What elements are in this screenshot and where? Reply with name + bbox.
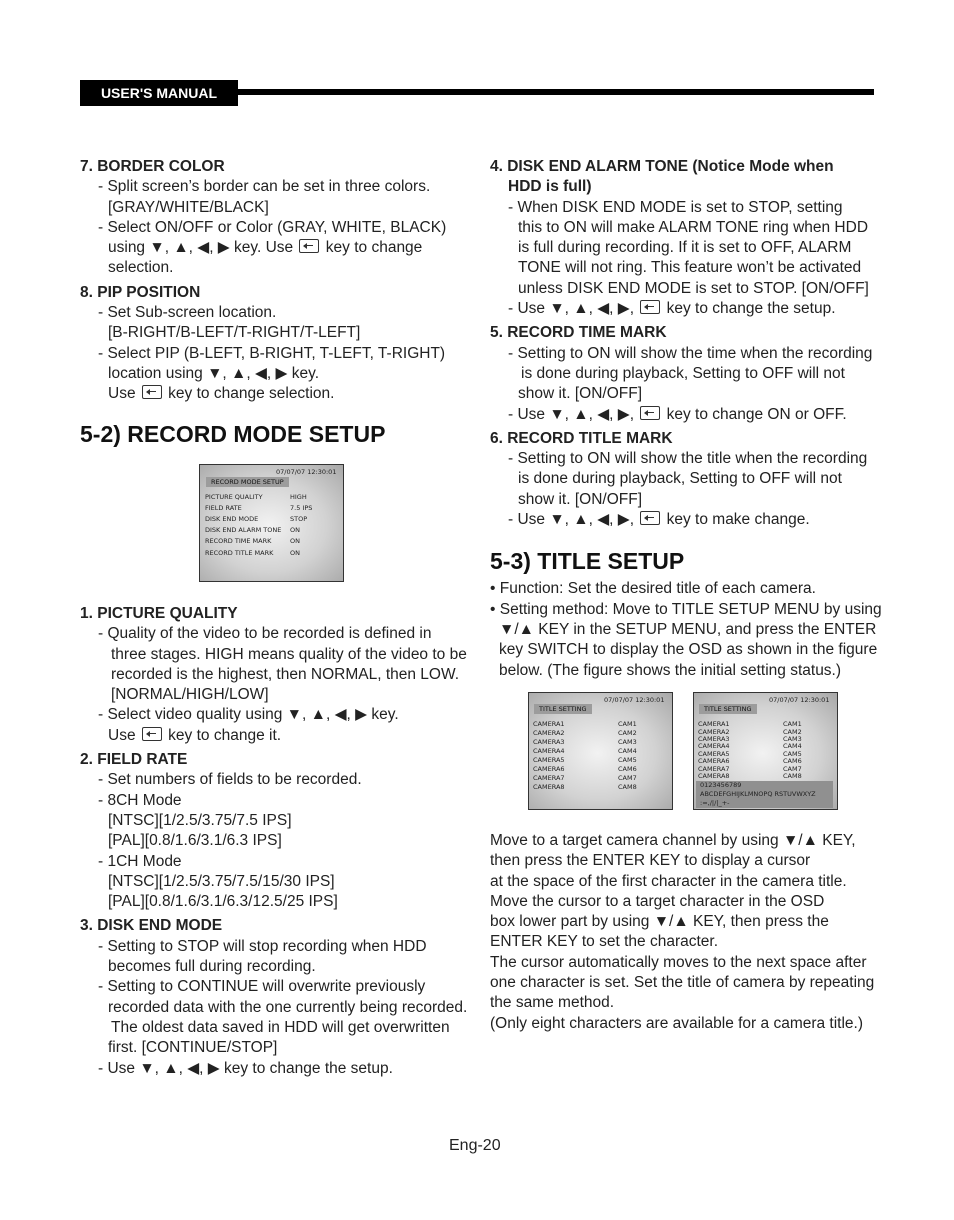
text-line xyxy=(80,726,475,746)
text-line: ENTER KEY to set the character. xyxy=(490,933,719,951)
bullet-line: • Setting method: Move to TITLE SETUP MENU by using xyxy=(490,600,882,618)
osd-row-label: CAMERA8 xyxy=(533,783,565,791)
osd-row-value: CAM6 xyxy=(783,757,802,765)
text-part: - Use ▼, ▲, ◀, ▶, xyxy=(508,300,639,318)
text-line: [PAL][0.8/1.6/3.1/6.3/12.5/25 IPS] xyxy=(108,893,338,911)
title-setting-osd-initial xyxy=(528,692,673,810)
osd-row-value: CAM1 xyxy=(618,720,637,728)
text-line: - Setting to STOP will stop recording when HDD xyxy=(98,937,427,955)
osd-row-label: PICTURE QUALITY xyxy=(205,493,263,501)
osd-row-value: CAM2 xyxy=(783,728,802,736)
osd-row-value: CAM8 xyxy=(618,783,637,791)
text-line: [PAL][0.8/1.6/3.1/6.3 IPS] xyxy=(108,832,282,850)
osd-row-label: CAMERA8 xyxy=(698,772,730,780)
text-line: ▼/▲ KEY in the SETUP MENU, and press the ENTER xyxy=(499,620,877,638)
osd-row-label: CAMERA7 xyxy=(698,765,730,773)
text-part: key to change selection. xyxy=(163,385,335,403)
osd-row-label: FIELD RATE xyxy=(205,504,242,512)
osd-date: 07/07/07 12:30:01 xyxy=(604,696,665,704)
title-setup-heading: 5-3) TITLE SETUP xyxy=(490,548,685,575)
title-setting-osd-editing xyxy=(693,692,838,810)
section-record-time-mark-title: 5. RECORD TIME MARK xyxy=(490,324,667,342)
text-line: (Only eight characters are available for a camera title.) xyxy=(490,1014,864,1032)
osd-row-value: CAM3 xyxy=(618,738,637,746)
text-part: Use xyxy=(108,385,140,403)
osd-row-label: CAMERA4 xyxy=(533,747,565,755)
osd-row-value: HIGH xyxy=(290,493,307,501)
text-line: is done during playback, Setting to OFF will not xyxy=(521,364,845,382)
osd-title: TITLE SETTING xyxy=(534,704,592,714)
osd-row-value: CAM4 xyxy=(618,747,637,755)
text-line: [B-RIGHT/B-LEFT/T-RIGHT/T-LEFT] xyxy=(108,324,361,342)
text-line: recorded is the highest, then NORMAL, then LOW. xyxy=(111,665,460,683)
osd-chars-letters: ABCDEFGHIJKLMNOPQ RSTUVWXYZ xyxy=(700,790,816,798)
text-line: - 1CH Mode xyxy=(98,852,182,870)
enter-key-icon xyxy=(142,727,162,741)
osd-row-label: RECORD TITLE MARK xyxy=(205,549,274,557)
section-disk-end-alarm-title-cont: HDD is full) xyxy=(508,178,592,196)
text-line: is full during recording. If it is set to OFF, ALARM xyxy=(518,239,852,257)
enter-key-icon xyxy=(640,511,660,525)
section-disk-end-mode-title: 3. DISK END MODE xyxy=(80,917,223,935)
text-line: is done during playback, Setting to OFF will not xyxy=(518,470,842,488)
text-part: key to make change. xyxy=(662,511,810,529)
text-line: - Use ▼, ▲, ◀, ▶ key to change the setup. xyxy=(98,1059,393,1077)
text-part: key to change the setup. xyxy=(662,300,836,318)
osd-row-value: CAM6 xyxy=(618,765,637,773)
osd-row-label: CAMERA5 xyxy=(698,750,730,758)
left-column xyxy=(80,157,475,459)
text-line: one character is set. Set the title of camera by repeating xyxy=(490,974,875,992)
text-line: show it. [ON/OFF] xyxy=(518,385,643,403)
osd-row-label: CAMERA6 xyxy=(533,765,565,773)
bullet-line: • Function: Set the desired title of each camera. xyxy=(490,580,816,598)
text-line: - Select video quality using ▼, ▲, ◀, ▶ key. xyxy=(98,706,399,724)
text-line: recorded data with the one currently being recorded. xyxy=(108,998,468,1016)
text-line: - When DISK END MODE is set to STOP, setting xyxy=(508,198,843,216)
text-part: key to change ON or OFF. xyxy=(662,405,847,423)
text-line: selection. xyxy=(108,259,174,277)
osd-row-value: CAM5 xyxy=(783,750,802,758)
text-line: then press the ENTER KEY to display a cursor xyxy=(490,852,811,870)
text-line: - 8CH Mode xyxy=(98,791,182,809)
section-pip-position-title: 8. PIP POSITION xyxy=(80,283,201,301)
left-column-lower xyxy=(80,604,475,1079)
record-mode-osd xyxy=(199,464,344,582)
text-line: Move the cursor to a target character in the OSD xyxy=(490,892,825,910)
text-part: using ▼, ▲, ◀, ▶ key. Use xyxy=(108,239,298,257)
text-line: - Set numbers of fields to be recorded. xyxy=(98,771,362,789)
osd-row-value: CAM4 xyxy=(783,742,802,750)
osd-row-value: CAM1 xyxy=(783,720,802,728)
text-line: [NTSC][1/2.5/3.75/7.5 IPS] xyxy=(108,811,292,829)
enter-key-icon xyxy=(299,239,319,253)
osd-date: 07/07/07 12:30:01 xyxy=(276,468,337,476)
text-line: - Setting to CONTINUE will overwrite previously xyxy=(98,978,426,996)
osd-row-label: CAMERA5 xyxy=(533,756,565,764)
enter-key-icon xyxy=(142,385,162,399)
text-line: - Quality of the video to be recorded is defined in xyxy=(98,625,432,643)
osd-row-label: CAMERA1 xyxy=(698,720,730,728)
text-line: - Setting to ON will show the time when the recording xyxy=(508,344,873,362)
text-line: unless DISK END MODE is set to STOP. [ON/OFF] xyxy=(518,279,869,297)
text-line xyxy=(490,510,885,530)
text-line: location using ▼, ▲, ◀, ▶ key. xyxy=(108,364,320,382)
osd-date: 07/07/07 12:30:01 xyxy=(769,696,830,704)
text-part: - Use ▼, ▲, ◀, ▶, xyxy=(508,405,639,423)
text-line: The cursor automatically moves to the next space after xyxy=(490,953,867,971)
text-part: key to change xyxy=(321,239,423,257)
text-line: [GRAY/WHITE/BLACK] xyxy=(108,198,269,216)
text-line: [NORMAL/HIGH/LOW] xyxy=(111,686,269,704)
text-line xyxy=(490,405,885,425)
section-record-title-mark-title: 6. RECORD TITLE MARK xyxy=(490,429,673,447)
osd-chars-symbols: :=,/|/|_+- xyxy=(700,799,730,807)
page-number: Eng-20 xyxy=(449,1137,501,1154)
text-line: the same method. xyxy=(490,994,615,1012)
section-picture-quality-title: 1. PICTURE QUALITY xyxy=(80,605,238,622)
osd-row-value: CAM5 xyxy=(618,756,637,764)
text-line xyxy=(490,299,885,319)
osd-row-value: CAM3 xyxy=(783,735,802,743)
osd-character-box xyxy=(696,781,833,808)
osd-row-label: CAMERA2 xyxy=(698,728,730,736)
text-line: key SWITCH to display the OSD as shown in the figure xyxy=(499,641,878,659)
text-line: at the space of the first character in the camera title. xyxy=(490,872,847,890)
text-line: [NTSC][1/2.5/3.75/7.5/15/30 IPS] xyxy=(108,872,335,890)
osd-row-value: CAM7 xyxy=(618,774,637,782)
text-line: - Select ON/OFF or Color (GRAY, WHITE, BLACK) xyxy=(98,218,447,236)
header-tag: USER'S MANUAL xyxy=(80,80,238,106)
osd-row-value: ON xyxy=(290,537,300,545)
text-line: Move to a target camera channel by using ▼/▲ KEY, xyxy=(490,832,856,849)
osd-chars-digits: 0123456789 xyxy=(700,781,742,789)
osd-row-label: RECORD TIME MARK xyxy=(205,537,272,545)
osd-row-value: 7.5 IPS xyxy=(290,504,313,512)
text-line: - Set Sub-screen location. xyxy=(98,304,277,322)
osd-row-value: ON xyxy=(290,549,300,557)
text-line: - Setting to ON will show the title when the recording xyxy=(508,450,868,468)
text-line: first. [CONTINUE/STOP] xyxy=(108,1039,278,1057)
enter-key-icon xyxy=(640,406,660,420)
osd-row-label: CAMERA4 xyxy=(698,742,730,750)
osd-row-value: ON xyxy=(290,526,300,534)
text-line: this to ON will make ALARM TONE ring when HDD xyxy=(518,218,869,236)
osd-row-label: CAMERA1 xyxy=(533,720,565,728)
osd-row-label: DISK END ALARM TONE xyxy=(205,526,282,534)
text-line: - Split screen’s border can be set in three colors. xyxy=(98,178,431,196)
text-line xyxy=(80,238,475,258)
right-column-lower xyxy=(490,831,885,1034)
osd-row-label: CAMERA3 xyxy=(533,738,565,746)
osd-row-value: STOP xyxy=(290,515,308,523)
osd-row-label: CAMERA7 xyxy=(533,774,565,782)
record-mode-setup-heading: 5-2) RECORD MODE SETUP xyxy=(80,420,386,447)
text-part: - Use ▼, ▲, ◀, ▶, xyxy=(508,511,639,529)
text-line xyxy=(80,384,475,404)
osd-row-value: CAM8 xyxy=(783,772,802,780)
text-part: Use xyxy=(108,726,140,744)
osd-row-label: DISK END MODE xyxy=(205,515,259,523)
osd-row-value: CAM7 xyxy=(783,765,802,773)
text-line: show it. [ON/OFF] xyxy=(518,490,643,508)
osd-title: TITLE SETTING xyxy=(699,704,757,714)
osd-row-label: CAMERA2 xyxy=(533,729,565,737)
text-line: below. (The figure shows the initial setting status.) xyxy=(499,661,842,679)
right-column xyxy=(490,157,885,681)
header-rule xyxy=(238,89,874,95)
enter-key-icon xyxy=(640,300,660,314)
text-part: key to change it. xyxy=(163,726,282,744)
text-line: three stages. HIGH means quality of the video to be xyxy=(111,645,467,663)
text-line: becomes full during recording. xyxy=(108,958,316,976)
section-field-rate-title: 2. FIELD RATE xyxy=(80,751,188,769)
text-line: box lower part by using ▼/▲ KEY, then press the xyxy=(490,913,829,931)
section-border-color-title: 7. BORDER COLOR xyxy=(80,158,225,175)
osd-row-label: CAMERA3 xyxy=(698,735,730,743)
text-line: TONE will not ring. This feature won’t be activated xyxy=(518,259,862,277)
osd-row-value: CAM2 xyxy=(618,729,637,737)
section-disk-end-alarm-title: 4. DISK END ALARM TONE (Notice Mode when xyxy=(490,158,834,175)
text-line: The oldest data saved in HDD will get overwritten xyxy=(111,1018,450,1036)
text-line: - Select PIP (B-LEFT, B-RIGHT, T-LEFT, T-RIGHT) xyxy=(98,344,446,362)
osd-title: RECORD MODE SETUP xyxy=(206,477,289,487)
osd-row-label: CAMERA6 xyxy=(698,757,730,765)
